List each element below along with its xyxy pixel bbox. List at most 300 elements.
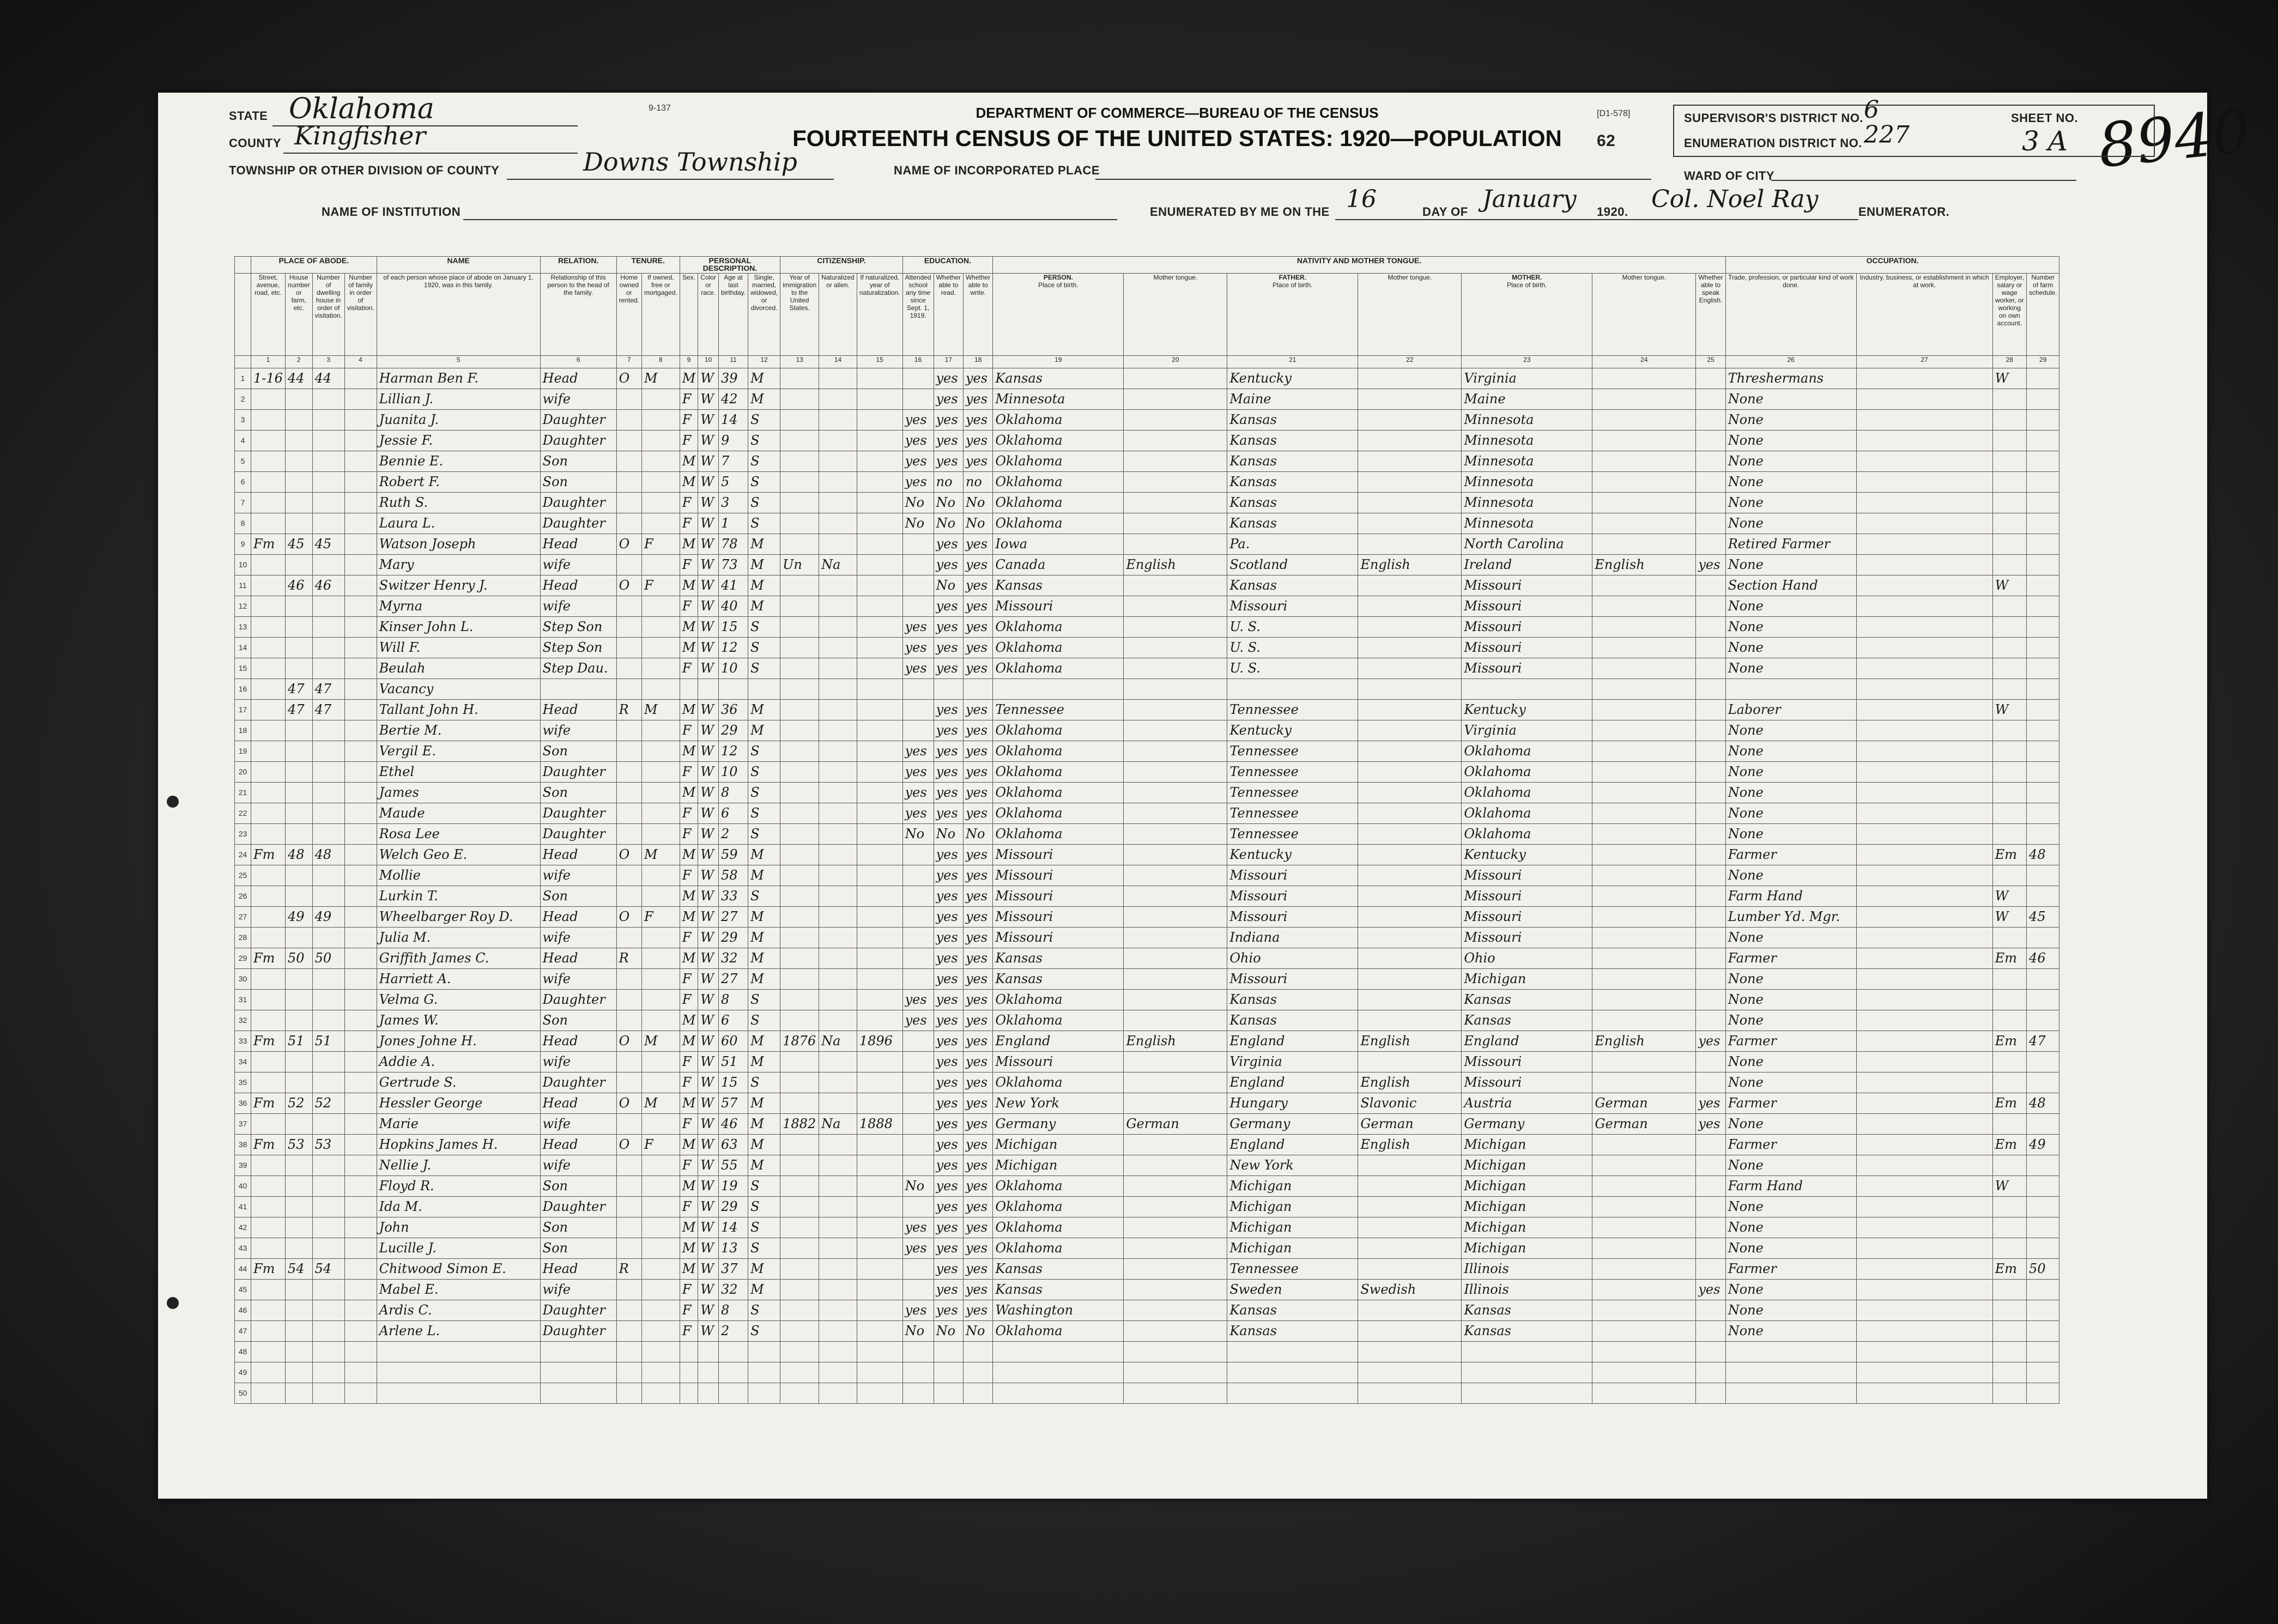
cell-race: W [698,617,719,638]
cell-h: 47 [285,700,312,720]
cell-h [285,1176,312,1197]
cell-eng [1696,865,1725,886]
cell-blank [344,803,377,824]
cell-h [285,431,312,451]
census-title: FOURTEENTH CENSUS OF THE UNITED STATES: 1920—POPULATION [792,125,1562,151]
cell-sch [902,534,934,555]
cell-eng [1696,762,1725,783]
cell-ms: M [748,1259,780,1280]
cell-sch: yes [902,762,934,783]
cell-rel: Step Son [540,638,616,658]
cell-nat [819,1072,857,1093]
cell-naty: 1888 [857,1114,902,1135]
enumerated-underline [1335,219,1858,220]
cell-mort [642,1072,680,1093]
cell-rd [934,1362,963,1383]
table-row [235,824,2059,845]
cell-sch: yes [902,617,934,638]
cell-mpob: Oklahoma [1462,824,1592,845]
table-row [235,1176,2059,1197]
cell-blank [344,534,377,555]
cell-ms: M [748,1155,780,1176]
table-row [235,1217,2059,1238]
cell-wr: yes [963,783,992,803]
cell-ms: M [748,534,780,555]
cell-h [285,1383,312,1404]
cell-fmt [1358,1238,1462,1259]
county-label: COUNTY [229,136,281,150]
col-relation-head: Relationship of this person to the head of the family. [540,274,616,356]
cell-mmt [1592,575,1696,596]
cell-sch [902,1155,934,1176]
cell-age: 6 [718,803,748,824]
cell-rel: Head [540,1031,616,1052]
punch-hole-bottom [167,1297,179,1309]
cell-mort [642,720,680,741]
ward-underline [1771,180,2076,181]
cell-mt [1124,886,1227,907]
cell-age: 7 [718,451,748,472]
cell-sex: M [680,845,698,865]
col-employer-head: Employer, salary or wage worker, or working on own account. [1992,274,2026,356]
cell-naty [857,451,902,472]
cell-ind [1856,1052,1992,1072]
cell-mort [642,1052,680,1072]
nativity-group-head: NATIVITY AND MOTHER TONGUE. [993,257,1725,274]
cell-wr: yes [963,1114,992,1135]
cell-farm: 50 [2027,1259,2059,1280]
table-row [235,803,2059,824]
punch-hole-top [167,796,179,808]
cell-nat [819,451,857,472]
census-table [234,256,2059,1404]
cell-fpob: Kansas [1227,990,1358,1010]
cell-ms: S [748,1176,780,1197]
cell-fmt [1358,783,1462,803]
cell-ms: S [748,451,780,472]
cell-fpob: England [1227,1135,1358,1155]
cell-st [251,1176,286,1197]
cell-ln: 49 [235,1362,251,1383]
cell-occ [1725,1342,1856,1362]
cell-own [616,865,641,886]
cell-mort [642,1197,680,1217]
cell-mort: M [642,845,680,865]
cell-sch [902,1114,934,1135]
cell-h: 44 [285,368,312,389]
cell-naty [857,762,902,783]
cell-own [616,886,641,907]
cell-f [312,1383,344,1404]
cell-sch [902,679,934,700]
cell-age: 29 [718,928,748,948]
cell-nat [819,948,857,969]
cell-occ: Farm Hand [1725,1176,1856,1197]
cell-farm [2027,762,2059,783]
cell-wr: yes [963,990,992,1010]
cell-fpob: Indiana [1227,928,1358,948]
cell-emp: Em [1992,1031,2026,1052]
cell-st: Fm [251,845,286,865]
cell-fmt [1358,410,1462,431]
cell-naty [857,368,902,389]
cell-name: Velma G. [377,990,540,1010]
cell-own [616,1300,641,1321]
cell-ms: M [748,596,780,617]
cell-mmt [1592,990,1696,1010]
cell-h [285,720,312,741]
cell-occ: None [1725,1072,1856,1093]
cell-name: Ardis C. [377,1300,540,1321]
cell-rel: Head [540,575,616,596]
cell-blank [344,783,377,803]
cell-farm [2027,865,2059,886]
cell-mmt [1592,969,1696,990]
cell-mpob: Maine [1462,389,1592,410]
cell-ind [1856,803,1992,824]
cell-rel [540,1342,616,1362]
cell-nat [819,638,857,658]
cell-f: 50 [312,948,344,969]
cell-farm [2027,658,2059,679]
cell-sex: F [680,928,698,948]
cell-f [312,990,344,1010]
cell-age: 73 [718,555,748,575]
cell-wr: yes [963,720,992,741]
cell-name: Switzer Henry J. [377,575,540,596]
cell-emp [1992,1114,2026,1135]
cell-rel: Head [540,368,616,389]
cell-st [251,783,286,803]
cell-emp [1992,555,2026,575]
cell-mort [642,493,680,513]
cell-eng [1696,1217,1725,1238]
cell-pob: Oklahoma [993,1321,1124,1342]
cell-farm [2027,700,2059,720]
cell-ms: M [748,368,780,389]
cell-ind [1856,1259,1992,1280]
cell-pob: Oklahoma [993,410,1124,431]
cell-pob: Oklahoma [993,472,1124,493]
cell-mmt [1592,824,1696,845]
enumerator-label: ENUMERATOR. [1858,205,1950,219]
cell-name: Mollie [377,865,540,886]
cell-wr: yes [963,1280,992,1300]
cell-age [718,1362,748,1383]
cell-blank [344,1052,377,1072]
cell-sex: F [680,1300,698,1321]
cell-occ: Farmer [1725,845,1856,865]
cell-fmt [1358,1342,1462,1362]
cell-fpob: Kansas [1227,493,1358,513]
cell-eng [1696,638,1725,658]
cell-ln: 33 [235,1031,251,1052]
cell-eng [1696,1342,1725,1362]
cell-mmt [1592,865,1696,886]
cell-mmt [1592,1342,1696,1362]
cell-mpob: Minnesota [1462,410,1592,431]
column-number-row: 1 2 3 4 5 6 7 8 9 10 11 12 13 14 15 16 17 18 19 20 21 22 23 24 25 26 27 28 29 [235,356,2059,368]
cell-h [285,638,312,658]
cell-h [285,1072,312,1093]
cell-ln: 47 [235,1321,251,1342]
cell-fpob: U. S. [1227,658,1358,679]
cell-blank [344,845,377,865]
cell-race: W [698,1280,719,1300]
cell-wr: yes [963,451,992,472]
cell-occ [1725,1383,1856,1404]
cell-ind [1856,1031,1992,1052]
cell-farm [2027,555,2059,575]
cell-mpob: Ireland [1462,555,1592,575]
cell-mpob: Oklahoma [1462,741,1592,762]
cell-mt [1124,368,1227,389]
cell-sch [902,700,934,720]
cell-wr: yes [963,1176,992,1197]
cell-blank [344,741,377,762]
cell-blank [344,969,377,990]
cell-mort [642,865,680,886]
cell-imm [780,1259,819,1280]
cell-blank [344,865,377,886]
cell-mmt [1592,1176,1696,1197]
cell-wr: yes [963,1238,992,1259]
cell-emp [1992,824,2026,845]
cell-ms: M [748,720,780,741]
cell-farm [2027,1238,2059,1259]
cell-sex: M [680,886,698,907]
cell-ln: 4 [235,431,251,451]
cell-mpob: Kentucky [1462,700,1592,720]
cell-sch: yes [902,1238,934,1259]
cell-pob: Missouri [993,907,1124,928]
cell-rel: Daughter [540,1197,616,1217]
cell-mt [1124,513,1227,534]
cell-imm [780,886,819,907]
cell-sex: M [680,1135,698,1155]
cell-ind [1856,762,1992,783]
cell-farm [2027,803,2059,824]
cell-sex: F [680,1052,698,1072]
cell-ms: S [748,472,780,493]
cell-st [251,865,286,886]
cell-mpob: Kansas [1462,1300,1592,1321]
cell-f [312,928,344,948]
cell-mt [1124,969,1227,990]
cell-f [312,658,344,679]
cell-rd: yes [934,1300,963,1321]
table-row [235,368,2059,389]
cell-mort [642,389,680,410]
cell-h: 49 [285,907,312,928]
cell-farm [2027,1280,2059,1300]
table-row [235,389,2059,410]
cell-name: Jessie F. [377,431,540,451]
cell-race: W [698,368,719,389]
cell-occ: None [1725,824,1856,845]
cell-eng [1696,534,1725,555]
cell-f [312,824,344,845]
cell-blank [344,1114,377,1135]
cell-pob: Missouri [993,596,1124,617]
cell-fmt: English [1358,1072,1462,1093]
cell-age: 19 [718,1176,748,1197]
cell-imm [780,1362,819,1383]
cell-eng [1696,783,1725,803]
cell-naty [857,803,902,824]
cell-mmt: English [1592,555,1696,575]
cell-f [312,1321,344,1342]
cell-st [251,1342,286,1362]
cell-naty [857,1072,902,1093]
col-street-head: Street, avenue, road, etc. [251,274,286,356]
cell-farm [2027,451,2059,472]
cell-naty [857,410,902,431]
cell-mort [642,969,680,990]
cell-eng [1696,1362,1725,1383]
cell-occ: None [1725,658,1856,679]
cell-imm [780,1176,819,1197]
cell-naty [857,1155,902,1176]
cell-mpob: Missouri [1462,596,1592,617]
cell-farm [2027,1072,2059,1093]
cell-imm [780,741,819,762]
col-marital-head: Single, married, widowed, or divorced. [748,274,780,356]
cell-f [312,1197,344,1217]
cell-rd: yes [934,886,963,907]
cell-ln: 44 [235,1259,251,1280]
cell-naty [857,389,902,410]
cell-race: W [698,1114,719,1135]
cell-mort [642,513,680,534]
cell-age: 14 [718,410,748,431]
cell-fpob: Kansas [1227,1010,1358,1031]
cell-pob: Oklahoma [993,513,1124,534]
cell-mpob: Michigan [1462,1197,1592,1217]
cell-occ: None [1725,451,1856,472]
cell-name: James [377,783,540,803]
cell-nat [819,1321,857,1342]
cell-rel [540,1362,616,1383]
cell-mort [642,638,680,658]
cell-naty [857,431,902,451]
cell-rd: yes [934,720,963,741]
cell-sch: yes [902,410,934,431]
cell-h [285,1010,312,1031]
cell-mpob: Minnesota [1462,472,1592,493]
cell-eng [1696,700,1725,720]
cell-mort [642,1238,680,1259]
table-row [235,948,2059,969]
cell-naty [857,1093,902,1114]
cell-ln: 13 [235,617,251,638]
cell-naty [857,596,902,617]
cell-nat [819,1135,857,1155]
cell-mpob: Missouri [1462,928,1592,948]
cell-blank [344,638,377,658]
cell-mt [1124,824,1227,845]
cell-rd: yes [934,534,963,555]
cell-fmt [1358,451,1462,472]
cell-eng [1696,1238,1725,1259]
cell-f [312,493,344,513]
cell-pob: Kansas [993,368,1124,389]
cell-f [312,389,344,410]
cell-mt [1124,534,1227,555]
cell-imm [780,824,819,845]
cell-ms: S [748,783,780,803]
cell-name: Lillian J. [377,389,540,410]
cell-fpob: Virginia [1227,1052,1358,1072]
cell-ln: 6 [235,472,251,493]
cell-st [251,451,286,472]
cell-race: W [698,1197,719,1217]
cell-pob: Missouri [993,928,1124,948]
cell-race: W [698,1072,719,1093]
cell-wr: yes [963,638,992,658]
cell-race: W [698,1031,719,1052]
cell-mmt [1592,1362,1696,1383]
cell-h [285,762,312,783]
cell-h [285,1300,312,1321]
cell-race: W [698,451,719,472]
cell-st [251,638,286,658]
cell-fpob: Missouri [1227,865,1358,886]
cell-rd: yes [934,948,963,969]
cell-race: W [698,845,719,865]
cell-emp: Em [1992,948,2026,969]
personal-group-head: PERSONAL DESCRIPTION. [680,257,780,274]
table-row [235,431,2059,451]
cell-h [285,596,312,617]
cell-fpob: Kansas [1227,513,1358,534]
cell-naty [857,1135,902,1155]
cell-race: W [698,513,719,534]
cell-nat [819,1383,857,1404]
cell-own [616,1010,641,1031]
cell-fmt: German [1358,1114,1462,1135]
cell-mort [642,1280,680,1300]
cell-race: W [698,990,719,1010]
cell-mpob: Kansas [1462,990,1592,1010]
cell-mt [1124,720,1227,741]
cell-f [312,431,344,451]
cell-f [312,1217,344,1238]
cell-f: 49 [312,907,344,928]
table-row [235,741,2059,762]
cell-rel: Son [540,741,616,762]
cell-mpob: Oklahoma [1462,762,1592,783]
cell-fpob [1227,1342,1358,1362]
cell-ind [1856,513,1992,534]
cell-blank [344,700,377,720]
cell-own [616,928,641,948]
cell-blank [344,948,377,969]
cell-sex: F [680,555,698,575]
cell-naty [857,1238,902,1259]
cell-mmt [1592,1217,1696,1238]
cell-mpob: North Carolina [1462,534,1592,555]
cell-imm [780,1217,819,1238]
cell-ind [1856,617,1992,638]
cell-sex: M [680,534,698,555]
cell-mpob: Virginia [1462,368,1592,389]
cell-sch [902,1362,934,1383]
cell-mpob: Missouri [1462,865,1592,886]
table-row [235,969,2059,990]
cell-sex: F [680,1280,698,1300]
cell-rd: yes [934,700,963,720]
